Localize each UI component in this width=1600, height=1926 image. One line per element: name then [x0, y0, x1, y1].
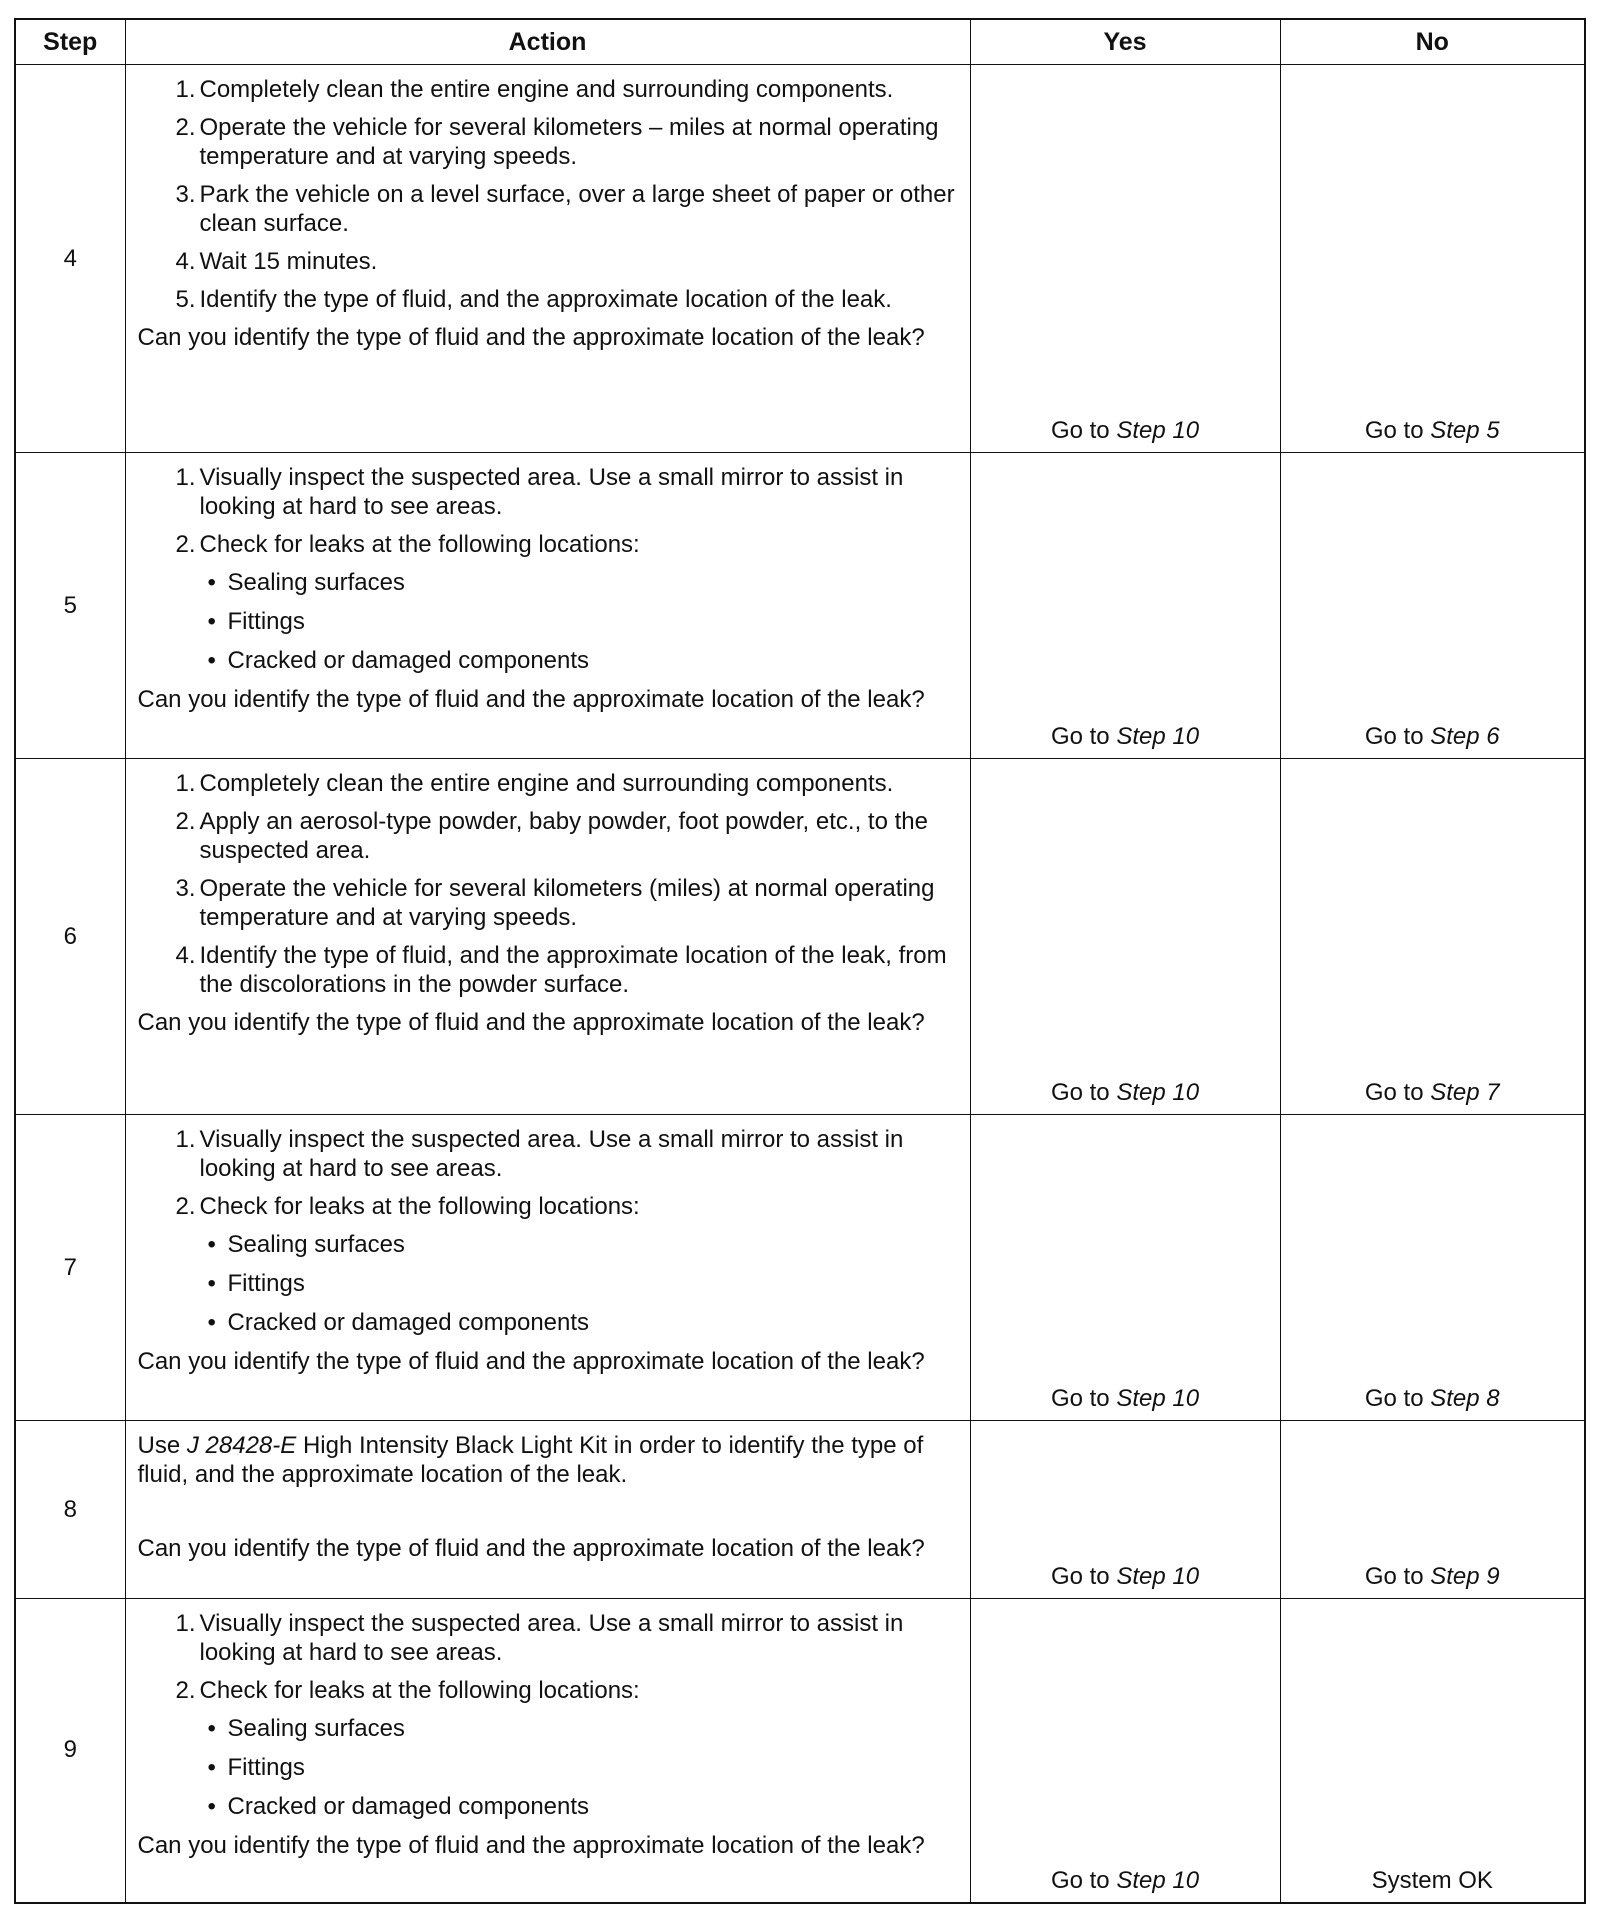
step-number: 6 — [15, 759, 125, 1115]
tool-reference: J 28428-E — [186, 1432, 297, 1459]
action-step-number: 1. — [175, 76, 196, 103]
bullet-icon: • — [207, 1309, 216, 1336]
yes-step-reference: Step 10 — [1116, 1563, 1200, 1590]
action-step-text: Visually inspect the suspected area. Use a small mirror to assist in looking at hard to see areas. — [199, 1610, 904, 1666]
action-question: Can you identify the type of fluid and the approximate location of the leak? — [137, 324, 925, 351]
action-step-text: Wait 15 minutes. — [199, 248, 378, 275]
action-step-number: 2. — [175, 808, 196, 835]
bullet-icon: • — [207, 1231, 216, 1258]
action-step — [138, 1192, 960, 1337]
action-steps-list — [138, 1125, 960, 1337]
yes-cell — [970, 1599, 1280, 1903]
location-text: Cracked or damaged components — [227, 1793, 590, 1820]
location-list — [200, 1714, 960, 1821]
action-step-text: Completely clean the entire engine and surrounding components. — [199, 76, 894, 103]
action-step-number: 2. — [175, 531, 196, 558]
action-step — [138, 1676, 960, 1821]
go-to-label: Go to — [1050, 1866, 1110, 1894]
go-to-label: Go to — [1364, 1079, 1424, 1106]
intro-text: High Intensity Black Light Kit in order to identify the type of fluid, and the approximate location of the leak. — [137, 1432, 924, 1488]
table-row — [15, 759, 1585, 1115]
location-list — [200, 1230, 960, 1337]
table-row — [15, 1421, 1585, 1599]
no-step-reference: Step 9 — [1430, 1563, 1500, 1590]
action-step — [138, 1609, 960, 1667]
action-step-text: Park the vehicle on a level surface, over a large sheet of paper or other clean surface. — [199, 181, 955, 237]
no-step-reference: Step 5 — [1430, 417, 1500, 444]
action-step — [138, 247, 960, 276]
location-text: Sealing surfaces — [227, 1715, 405, 1742]
no-step-reference: Step 6 — [1430, 723, 1500, 750]
step-number: 7 — [15, 1115, 125, 1421]
no-cell — [1280, 453, 1585, 759]
action-step-number: 3. — [175, 875, 196, 902]
location-text: Cracked or damaged components — [227, 1309, 590, 1336]
action-question: Can you identify the type of fluid and the approximate location of the leak? — [137, 1832, 925, 1859]
header-action: Action — [125, 19, 970, 65]
action-step-number: 1. — [175, 1126, 196, 1153]
diagnostic-table-sheet — [14, 18, 1584, 1904]
yes-step-reference: Step 10 — [1116, 1385, 1200, 1412]
location-item — [200, 1308, 960, 1337]
action-steps-list — [138, 1609, 960, 1821]
action-step — [138, 530, 960, 675]
header-yes: Yes — [970, 19, 1280, 65]
table-row — [15, 453, 1585, 759]
action-step — [138, 180, 960, 238]
location-item — [200, 1792, 960, 1821]
action-question: Can you identify the type of fluid and the approximate location of the leak? — [137, 1535, 925, 1562]
action-step-number: 1. — [175, 1610, 196, 1637]
yes-cell — [970, 65, 1280, 453]
go-to-label: Go to — [1050, 1079, 1110, 1106]
action-cell — [125, 1421, 970, 1599]
action-step — [138, 285, 960, 314]
table-body — [15, 65, 1585, 1903]
action-step-number: 3. — [175, 181, 196, 208]
no-cell — [1280, 65, 1585, 453]
action-question: Can you identify the type of fluid and the approximate location of the leak? — [137, 686, 925, 713]
bullet-icon: • — [207, 647, 216, 674]
table-row — [15, 65, 1585, 453]
no-cell — [1280, 1421, 1585, 1599]
action-step-number: 5. — [175, 286, 196, 313]
yes-cell — [970, 1421, 1280, 1599]
go-to-label: Go to — [1050, 723, 1110, 750]
action-step-number: 2. — [175, 1677, 196, 1704]
action-step-number: 1. — [175, 464, 196, 491]
action-question: Can you identify the type of fluid and the approximate location of the leak? — [137, 1348, 925, 1375]
action-step-text: Apply an aerosol-type powder, baby powder, foot powder, etc., to the suspected area. — [199, 808, 928, 864]
no-cell — [1280, 1599, 1585, 1903]
yes-step-reference: Step 10 — [1116, 417, 1200, 444]
action-step — [138, 463, 960, 521]
action-step-text: Visually inspect the suspected area. Use a small mirror to assist in looking at hard to see areas. — [199, 1126, 904, 1182]
yes-step-reference: Step 10 — [1116, 723, 1200, 750]
action-step-text: Identify the type of fluid, and the approximate location of the leak, from the discolorations in the powder surface. — [199, 942, 947, 998]
intro-text: Use — [137, 1432, 181, 1459]
location-list — [200, 568, 960, 675]
bullet-icon: • — [207, 1793, 216, 1820]
header-no: No — [1280, 19, 1585, 65]
no-cell — [1280, 759, 1585, 1115]
go-to-label: Go to — [1364, 1563, 1424, 1590]
action-step — [138, 1125, 960, 1183]
location-item — [200, 568, 960, 597]
location-text: Fittings — [227, 1270, 305, 1297]
location-item — [200, 1753, 960, 1782]
action-step — [138, 874, 960, 932]
table-row — [15, 1115, 1585, 1421]
no-step-reference: Step 7 — [1430, 1079, 1500, 1106]
go-to-label: Go to — [1364, 1385, 1424, 1412]
action-step-number: 2. — [175, 114, 196, 141]
action-step-number: 4. — [175, 942, 196, 969]
action-step — [138, 807, 960, 865]
bullet-icon: • — [207, 1754, 216, 1781]
go-to-label: Go to — [1050, 1563, 1110, 1590]
action-step — [138, 75, 960, 104]
yes-cell — [970, 453, 1280, 759]
bullet-icon: • — [207, 569, 216, 596]
action-question: Can you identify the type of fluid and the approximate location of the leak? — [137, 1009, 925, 1036]
go-to-label: Go to — [1364, 417, 1424, 444]
action-step-number: 2. — [175, 1193, 196, 1220]
action-steps-list — [138, 75, 960, 314]
no-cell — [1280, 1115, 1585, 1421]
action-cell — [125, 759, 970, 1115]
yes-cell — [970, 759, 1280, 1115]
location-item — [200, 1230, 960, 1259]
step-number: 4 — [15, 65, 125, 453]
header-row — [15, 19, 1585, 65]
action-step-number: 4. — [175, 248, 196, 275]
action-step-number: 1. — [175, 770, 196, 797]
action-step-text: Operate the vehicle for several kilometers – miles at normal operating temperature and at varying speeds. — [199, 114, 939, 170]
location-item — [200, 607, 960, 636]
action-step — [138, 113, 960, 171]
bullet-icon: • — [207, 1715, 216, 1742]
go-to-label: Go to — [1050, 417, 1110, 444]
table-row — [15, 1599, 1585, 1903]
action-step-text: Check for leaks at the following locations: — [199, 1193, 640, 1220]
location-item — [200, 1269, 960, 1298]
step-number: 5 — [15, 453, 125, 759]
no-step-reference: Step 8 — [1430, 1385, 1500, 1412]
location-text: Sealing surfaces — [227, 569, 405, 596]
yes-cell — [970, 1115, 1280, 1421]
step-number: 9 — [15, 1599, 125, 1903]
action-step — [138, 769, 960, 798]
go-to-label: Go to — [1050, 1385, 1110, 1412]
location-item — [200, 1714, 960, 1743]
yes-step-reference: Step 10 — [1116, 1866, 1200, 1894]
action-step-text: Operate the vehicle for several kilometers (miles) at normal operating temperature and at varying speeds. — [199, 875, 935, 931]
location-text: Fittings — [227, 1754, 305, 1781]
action-step-text: Visually inspect the suspected area. Use a small mirror to assist in looking at hard to see areas. — [199, 464, 904, 520]
action-step-text: Completely clean the entire engine and surrounding components. — [199, 770, 894, 797]
location-text: Cracked or damaged components — [227, 647, 590, 674]
step-number: 8 — [15, 1421, 125, 1599]
action-cell — [125, 1115, 970, 1421]
bullet-icon: • — [207, 1270, 216, 1297]
action-cell — [125, 65, 970, 453]
location-item — [200, 646, 960, 675]
action-cell — [125, 1599, 970, 1903]
diagnostic-table — [14, 18, 1586, 1904]
header-step: Step — [15, 19, 125, 65]
action-step-text: Check for leaks at the following locations: — [199, 531, 640, 558]
bullet-icon: • — [207, 608, 216, 635]
location-text: Fittings — [227, 608, 305, 635]
action-steps-list — [138, 769, 960, 999]
action-intro — [138, 1431, 960, 1489]
action-step — [138, 941, 960, 999]
action-step-text: Identify the type of fluid, and the approximate location of the leak. — [199, 286, 892, 313]
action-step-text: Check for leaks at the following locations: — [199, 1677, 640, 1704]
action-steps-list — [138, 463, 960, 675]
action-cell — [125, 453, 970, 759]
no-result: System OK — [1371, 1866, 1493, 1894]
location-text: Sealing surfaces — [227, 1231, 405, 1258]
go-to-label: Go to — [1364, 723, 1424, 750]
yes-step-reference: Step 10 — [1116, 1079, 1200, 1106]
